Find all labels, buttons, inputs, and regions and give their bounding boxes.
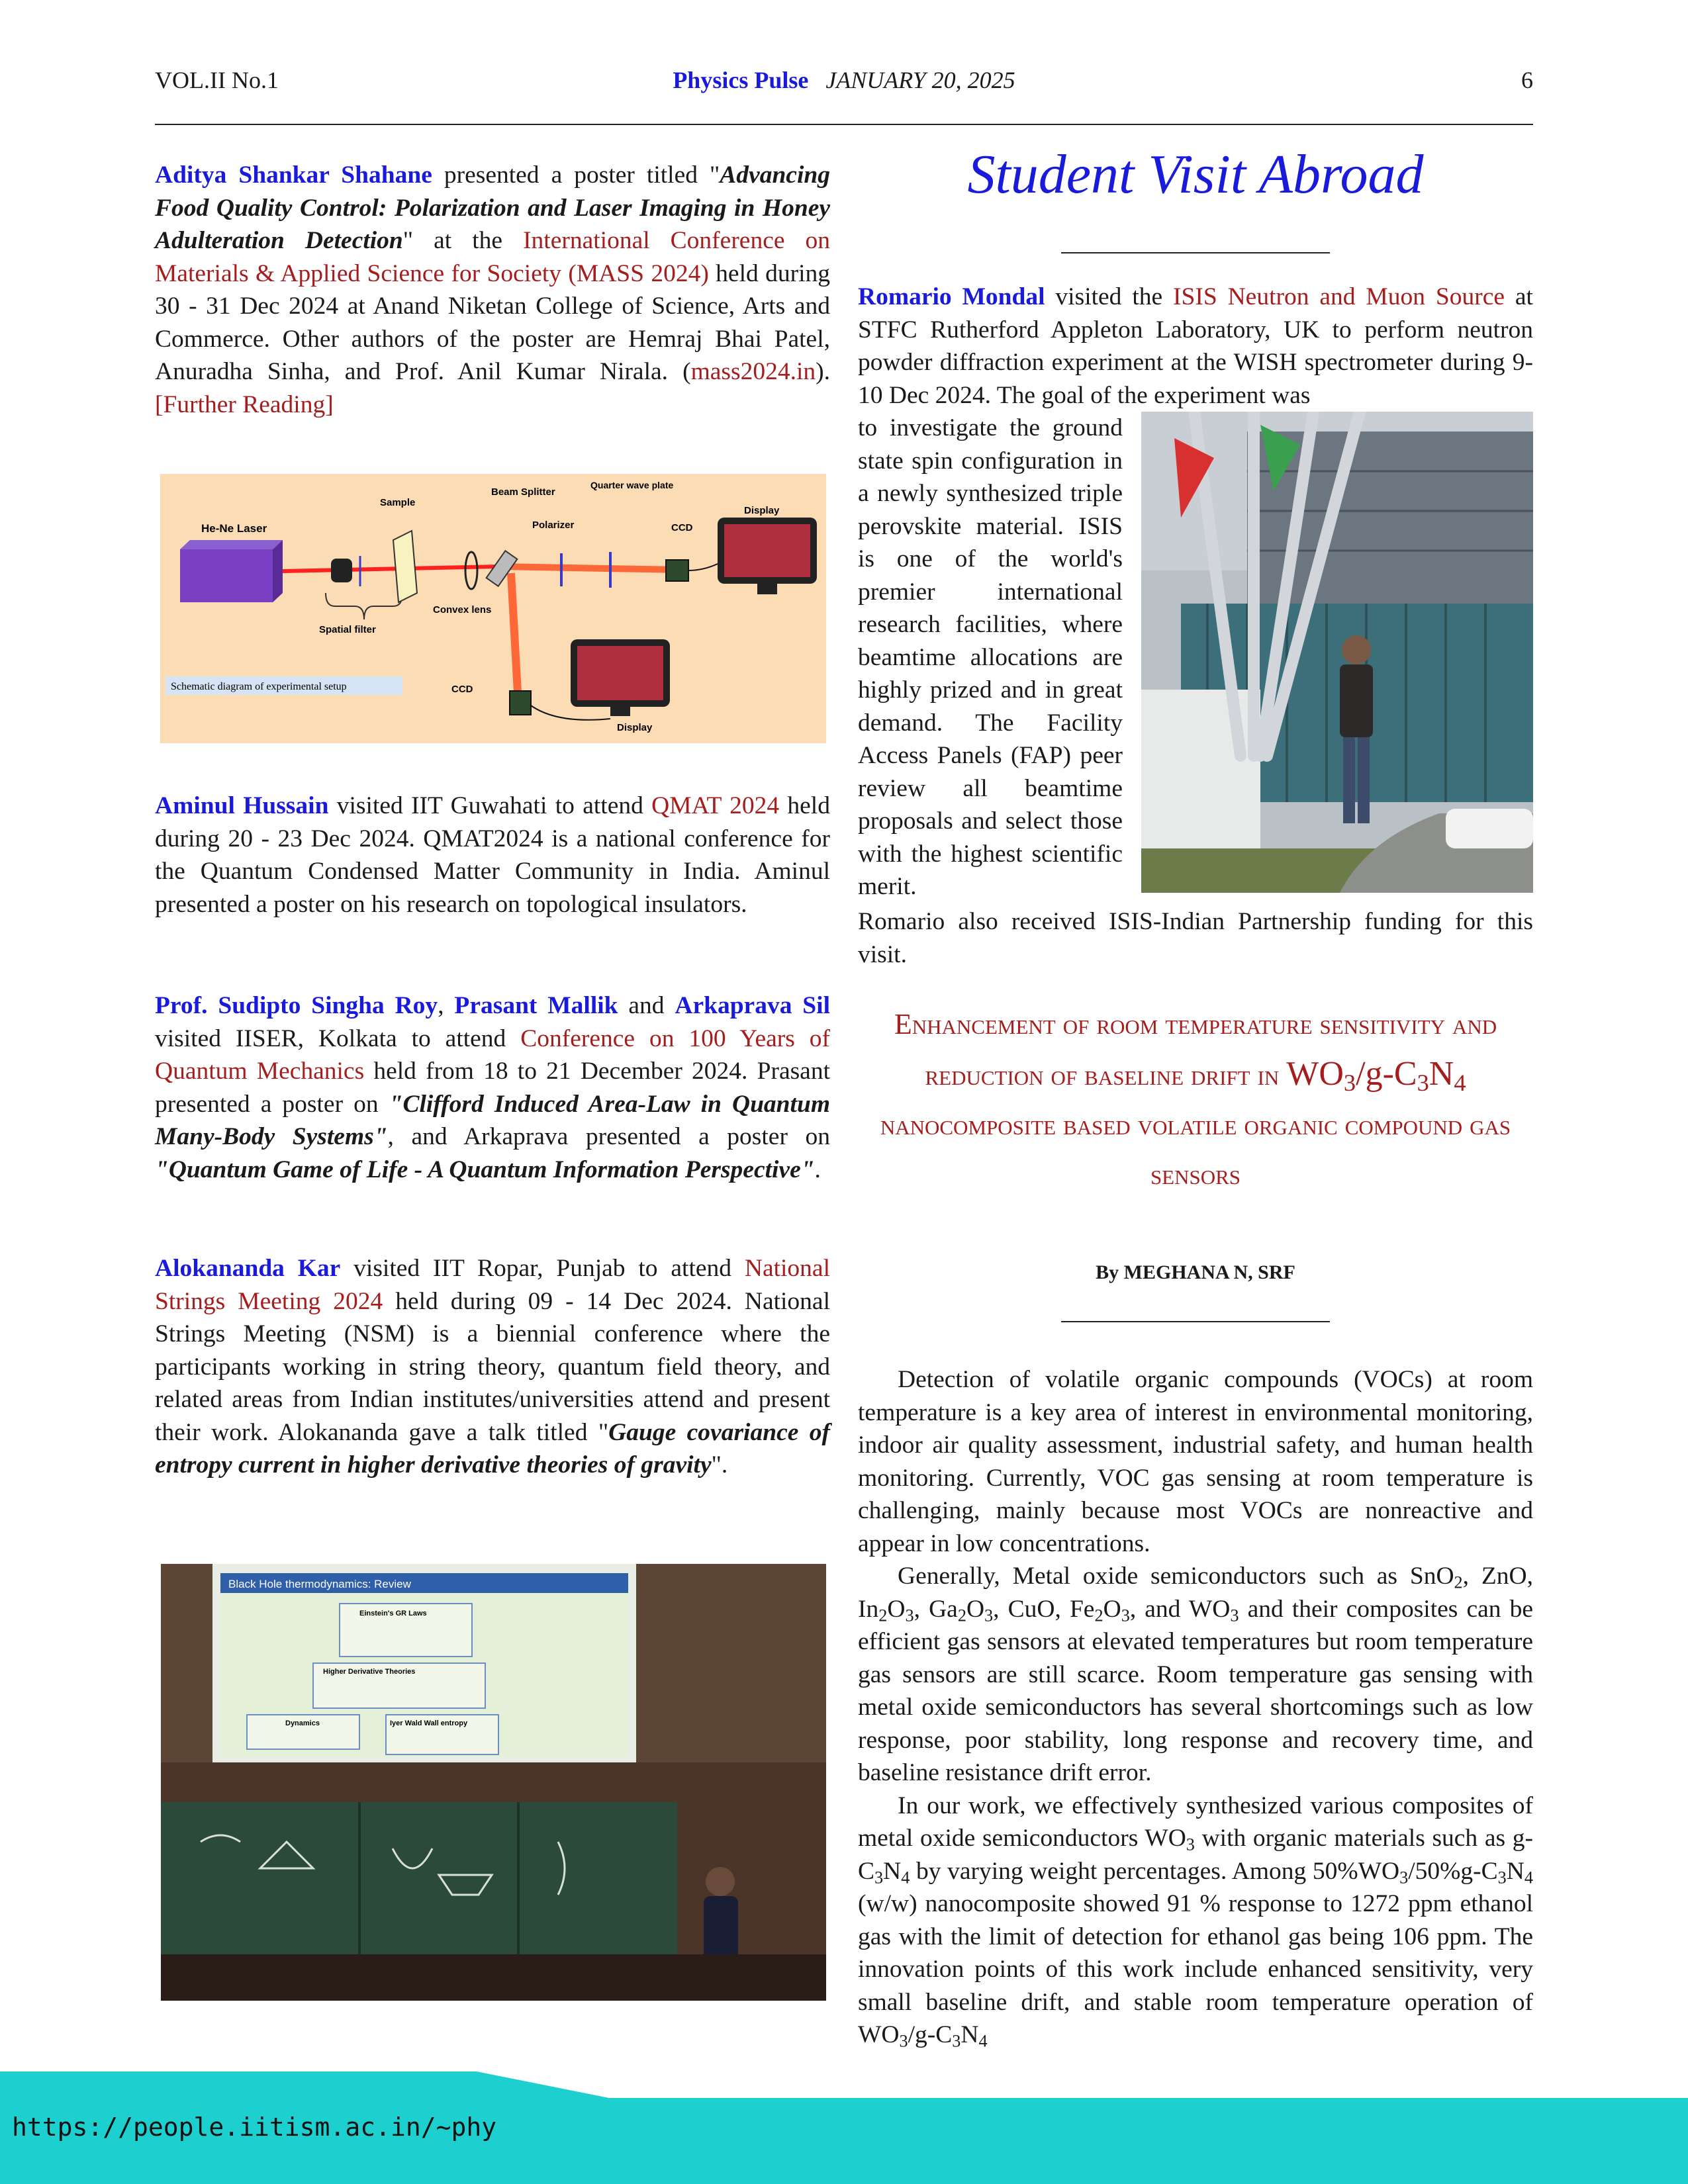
ccd-camera [666,560,688,581]
issue-date: JANUARY 20, 2025 [825,67,1015,93]
conference-link[interactable]: Conference on 100 Years of Quantum Mechanics [155,1024,831,1085]
label-beam-splitter: Beam Splitter [491,486,555,498]
person-name[interactable]: Alokananda Kar [155,1255,341,1282]
he-ne-laser [180,549,273,602]
laser-top [180,540,283,549]
label-spatial-filter: Spatial filter [319,624,376,635]
footer-url[interactable]: https://people.iitism.ac.in/~phy [12,2113,497,2142]
kar-paragraph: Alokananda Kar visited IIT Ropar, Punjab to attend National Strings Meeting 2024 held during 09 - 14 Dec 2024. National Strings Meeting (NSM) is a biennial conference where the participants working in string theory, quantum field theory, and related areas from Indian institutes/universities attend and present their work. Alokananda gave a talk titled "Gauge covariance of entropy current in higher derivative theories of gravity". [155,1255,830,1479]
mondal-intro: Romario Mondal visited the ISIS Neutron and Muon Source at STFC Rutherford Appleton Laboratory, UK to perform neutron powder diffraction experiment at the WISH spectrometer during 9-10 Dec 2024. The goal of the experiment was [858,283,1533,409]
further-reading-link[interactable]: [Further Reading] [155,390,334,418]
person-name[interactable]: Aditya Shankar Shahane [155,161,432,189]
article-title: Enhancement of room temperature sensitivity and reduction of baseline drift in $WO_3/g-C_3N_4$ nanocomposite based volatile organic compound gas sensors [880,1008,1511,1191]
person-name[interactable]: Arkaprava Sil [675,992,830,1019]
slide-box-2: Higher Derivative Theories [323,1668,416,1676]
newsletter-title: Physics Pulse [673,67,809,93]
facility-link[interactable]: ISIS Neutron and Muon Source [1173,283,1505,310]
ccd-camera-2 [510,691,531,715]
person-name[interactable]: Prasant Mallik [454,992,618,1019]
chalkboard [161,1802,677,1954]
lecture-scene [161,1564,826,2001]
page-number: 6 [1521,67,1533,93]
slide-box-1: Einstein's GR Laws [359,1610,427,1617]
conference-link[interactable]: National Strings Meeting 2024 [155,1255,830,1315]
person-name[interactable]: Romario Mondal [858,283,1045,310]
label-ccd-1: CCD [671,522,693,533]
slide-title: Black Hole thermodynamics: Review [228,1578,411,1590]
sample-box [393,531,417,602]
label-laser: He-Ne Laser [201,522,267,535]
experimental-setup-figure [160,474,826,743]
header-rule [155,124,1533,125]
byline-rule [1061,1321,1330,1322]
slide-box-3: Dynamics [285,1719,320,1727]
talk-title: Gauge covariance of entropy current in higher derivative theories of gravity [155,1418,830,1479]
label-ccd-2: CCD [451,684,473,695]
visit-photo [1141,412,1533,893]
lecturer [706,1867,735,1896]
label-polarizer: Polarizer [532,520,575,531]
person [1342,635,1371,664]
label-convex-lens: Convex lens [433,604,492,615]
article-paragraph-3: In our work, we effectively synthesized various composites of metal oxide semiconductors $WO_3$ with organic materials such as $g-C_3N_4$ by varying weight percentages. Among $50\%WO_3/50\%g-C_3N_4$ (w/w) nanocomposite showed 91 % response to 1272 ppm ethanol gas with the limit of detection for ethanol gas being 106 ppm. The innovation points of this work include enhanced sensitivity, very small baseline drift, and stable room temperature operation of $WO_3/g-C_3N_4$ [858,1792,1533,2051]
conference-link[interactable]: International Conference on Materials & Applied Science for Society (MASS 2024) [155,227,831,287]
volume-number: VOL.II No.1 [155,67,279,93]
article-paragraph-2: Generally, Metal oxide semiconductors such as SnO$_2$, ZnO, $In_2O_3$, $Ga_2O_3$, CuO, $Fe_2O_3$, and $WO_3$ and their composites can be efficient gas sensors at elevated temperatures but room temperature gas sensors are still scarce. Room temperature gas sensing with metal oxide semiconductors has several shortcomings such as low response, poor stability, long response and recovery time, and baseline resistance drift error. [858,1563,1534,1786]
slide-box-4: Iyer Wald Wall entropy [390,1719,468,1727]
label-quarter-wave: Quarter wave plate [590,480,674,490]
label-sample: Sample [380,497,416,508]
mondal-wrap-text: to investigate the ground state spin configuration in a newly synthesized triple perovskite material. ISIS is one of the world's premier international research facilities, where beamtime allocations are highly prized and in great demand. The Facility Access Panels (FAP) peer review all beamtime proposals and select those with the highest scientific merit. [858,414,1123,900]
article-body [858,1363,1533,2052]
lecture-photo [161,1564,826,2001]
article-paragraph-1: Detection of volatile organic compounds (VOCs) at room temperature is a key area of interest in environmental monitoring, indoor air quality assessment, industrial safety, and human health monitoring. Currently, VOC gas sensing at room temperature is challenging, mainly because most VOCs are nonreactive and appear in low concentrations. [858,1366,1533,1557]
concrete-base [1141,690,1260,862]
convex-lens [465,552,477,589]
roy-mallik-sil-paragraph: Prof. Sudipto Singha Roy, Prasant Mallik and Arkaprava Sil visited IISER, Kolkata to attend Conference on 100 Years of Quantum Mechanics held from 18 to 21 December 2024. Prasant presented a poster on "Clifford Induced Area-Law in Quantum Many-Body Systems", and Arkaprava presented a poster on "Quantum Game of Life - A Quantum Information Perspective". [155,992,831,1183]
section-title: Student Visit Abroad [967,144,1424,205]
hussain-paragraph: Aminul Hussain visited IIT Guwahati to attend QMAT 2024 held during 20 - 23 Dec 2024. QMAT2024 is a national conference for the Quantum Condensed Matter Community in India. Aminul presented a poster on his research on topological insulators. [155,792,830,918]
figure-caption: Schematic diagram of experimental setup [171,681,347,692]
visit-scene [1141,412,1533,893]
poster-title: "Clifford Induced Area-Law in Quantum Many-Body Systems" [155,1090,830,1150]
conference-link[interactable]: QMAT 2024 [651,792,780,819]
poster-title: Advancing Food Quality Control: Polarization and Laser Imaging in Honey Adulteration Detection [155,161,830,254]
schematic-diagram [160,474,826,743]
byline: By MEGHANA N, SRF [1096,1261,1295,1283]
label-display-2: Display [617,722,653,733]
label-display-1: Display [744,505,780,516]
person-name[interactable]: Prof. Sudipto Singha Roy [155,992,438,1019]
shahane-paragraph: Aditya Shankar Shahane presented a poster titled "Advancing Food Quality Control: Polarization and Laser Imaging in Honey Adulteration Detection" at the International Conference on Materials & Applied Science for Society (MASS 2024) held during 30 - 31 Dec 2024 at Anand Niketan College of Science, Arts and Commerce. Other authors of the poster are Hemraj Bhai Patel, Anuradha Sinha, and Prof. Anil Kumar Nirala. (mass2024.in). [Further Reading] [155,161,831,418]
spatial-filter-lens [331,559,352,582]
poster-title: "Quantum Game of Life - A Quantum Information Perspective" [155,1156,815,1183]
person-name[interactable]: Aminul Hussain [155,792,329,819]
mondal-funding: Romario also received ISIS-Indian Partnership funding for this visit. [858,908,1533,968]
website-link[interactable]: mass2024.in [690,358,816,385]
section-rule [1061,252,1330,253]
masthead [0,66,1688,94]
